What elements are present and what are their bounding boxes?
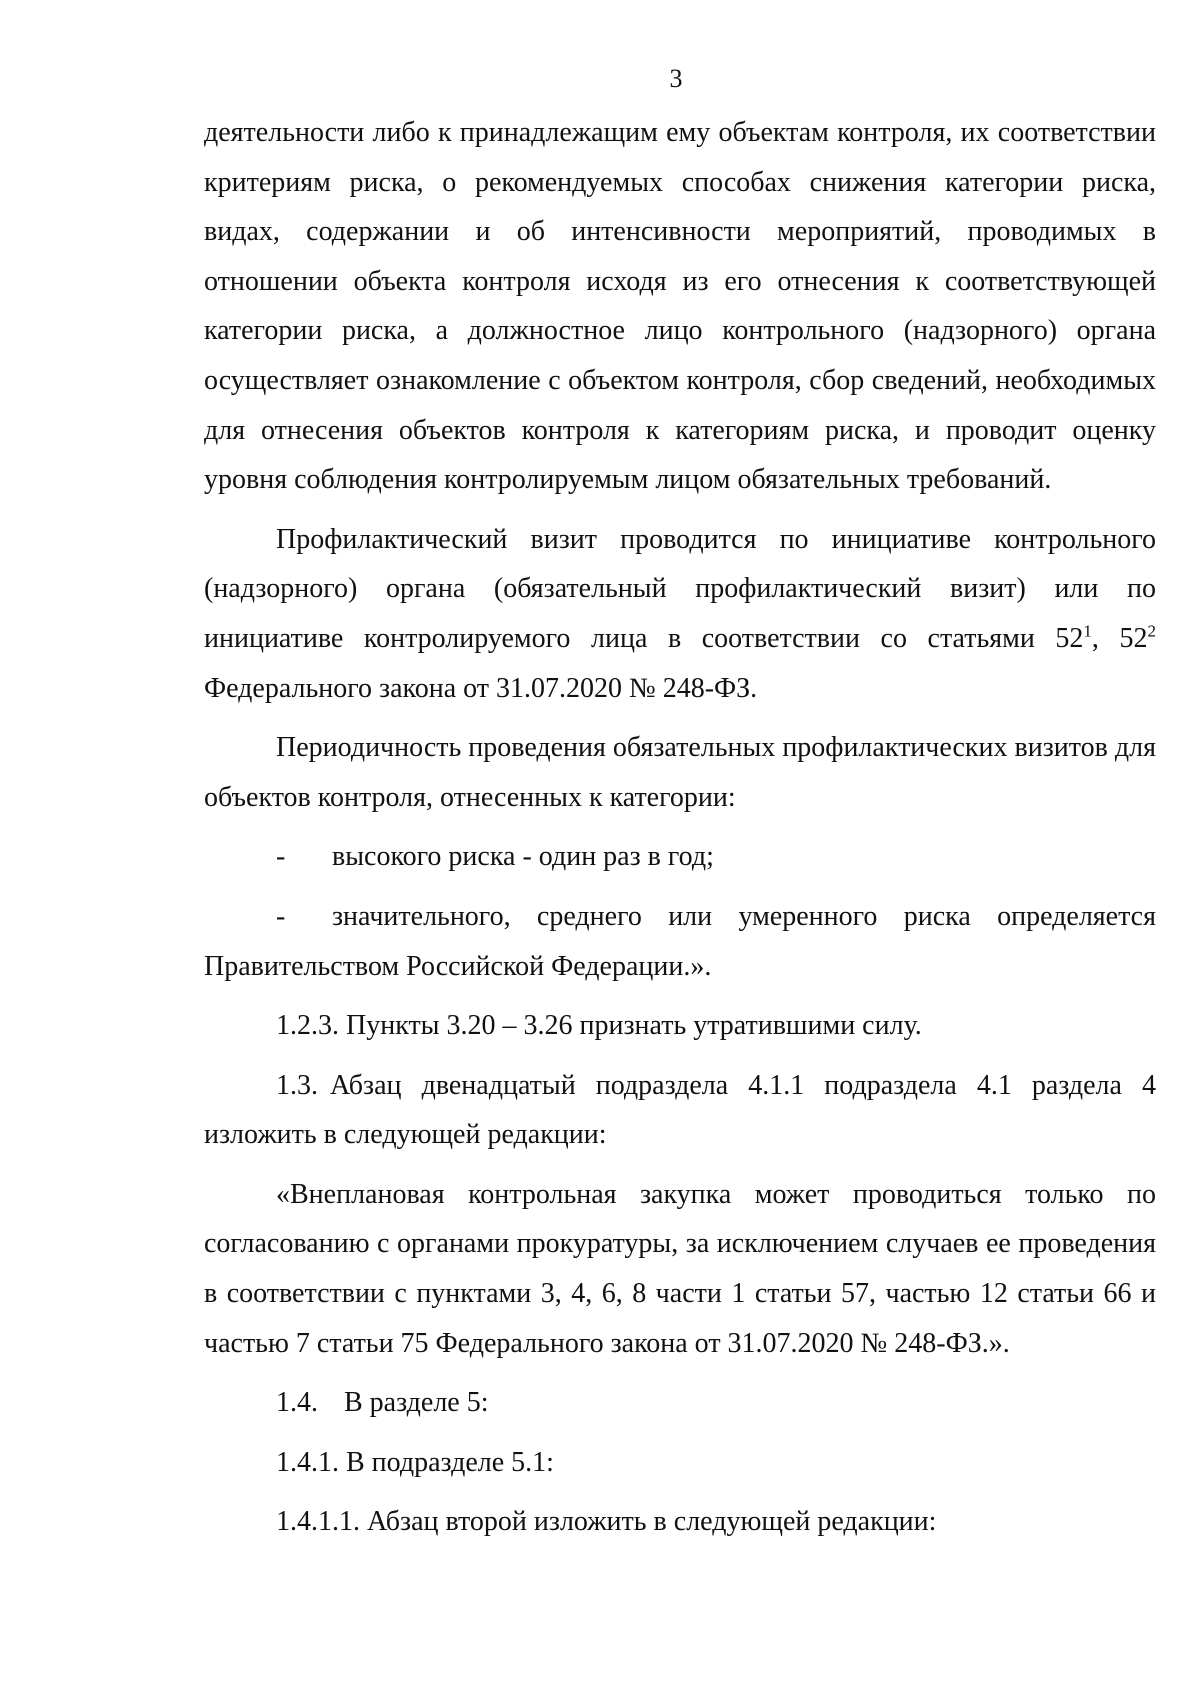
document-body: [204, 108, 1156, 1557]
clause-text: Абзац двенадцатый подраздела 4.1.1 подраздела 4.1 раздела 4 изложить в следующей редакции:: [204, 1069, 1156, 1151]
paragraph-preventive-visit: [204, 515, 1156, 713]
paragraph-preventive-visit-mid: , 52: [1091, 622, 1148, 654]
paragraph-1-2-3: 1.2.3. Пункты 3.20 – 3.26 признать утратившими силу.: [276, 1010, 922, 1042]
list-item-high-risk: [204, 832, 1156, 882]
list-item-other-risk: [204, 892, 1156, 991]
paragraph-1-4: [204, 1378, 1156, 1428]
list-item-text: значительного, среднего или умеренного риска определяется: [332, 900, 1156, 932]
list-dash: -: [276, 900, 286, 932]
paragraph-1-4-1: 1.4.1. В подразделе 5.1:: [276, 1446, 554, 1478]
paragraph-continuation: деятельности либо к принадлежащим ему объектам контроля, их соответствии критериям риска, о рекомендуемых способах снижения категории риска, видах, содержании и об интенсивности мероприятий, проводимых в отношении объекта контроля исходя из его отнесения к соответствующей категории риска, а должностное лицо контрольного (надзорного) органа осуществляет ознакомление с объектом контроля, сбор сведений, необходимых для отнесения объектов контроля к категориям риска, и проводит оценку уровня соблюдения контролируемым лицом обязательных требований.: [204, 117, 1156, 496]
clause-number: 1.4.: [276, 1387, 318, 1419]
superscript-article-2: 2: [1147, 621, 1156, 641]
list-dash: -: [276, 841, 286, 873]
clause-text: В разделе 5:: [344, 1387, 489, 1419]
paragraph-preventive-visit-text: Профилактический визит проводится по инициативе контрольного (надзорного) органа (обязательный профилактический визит) или по инициативе контролируемого лица в соответствии со статьями 52: [204, 523, 1156, 654]
paragraph-quoted-purchase: «Внеплановая контрольная закупка может проводиться только по согласованию с органами прокуратуры, за исключением случаев ее проведения в соответствии с пунктами 3, 4, 6, 8 части 1 статьи 57, частью 12 статьи 66 и частью 7 статьи 75 Федерального закона от 31.07.2020 № 248-ФЗ.».: [204, 1178, 1156, 1359]
paragraph-preventive-visit-end: Федерального закона от 31.07.2020 № 248-ФЗ.: [204, 672, 758, 704]
superscript-article-1: 1: [1083, 621, 1092, 641]
list-item-text: высокого риска - один раз в год;: [332, 841, 714, 873]
paragraph-1-4-1-1: 1.4.1.1. Абзац второй изложить в следующей редакции:: [276, 1506, 937, 1538]
paragraph-periodicity: Периодичность проведения обязательных профилактических визитов для объектов контроля, отнесенных к категории:: [204, 732, 1156, 813]
clause-number: 1.3.: [276, 1069, 318, 1101]
page-number: 3: [669, 64, 683, 93]
paragraph-1-3: [204, 1061, 1156, 1160]
list-item-text-continuation: Правительством Российской Федерации.».: [204, 950, 712, 982]
